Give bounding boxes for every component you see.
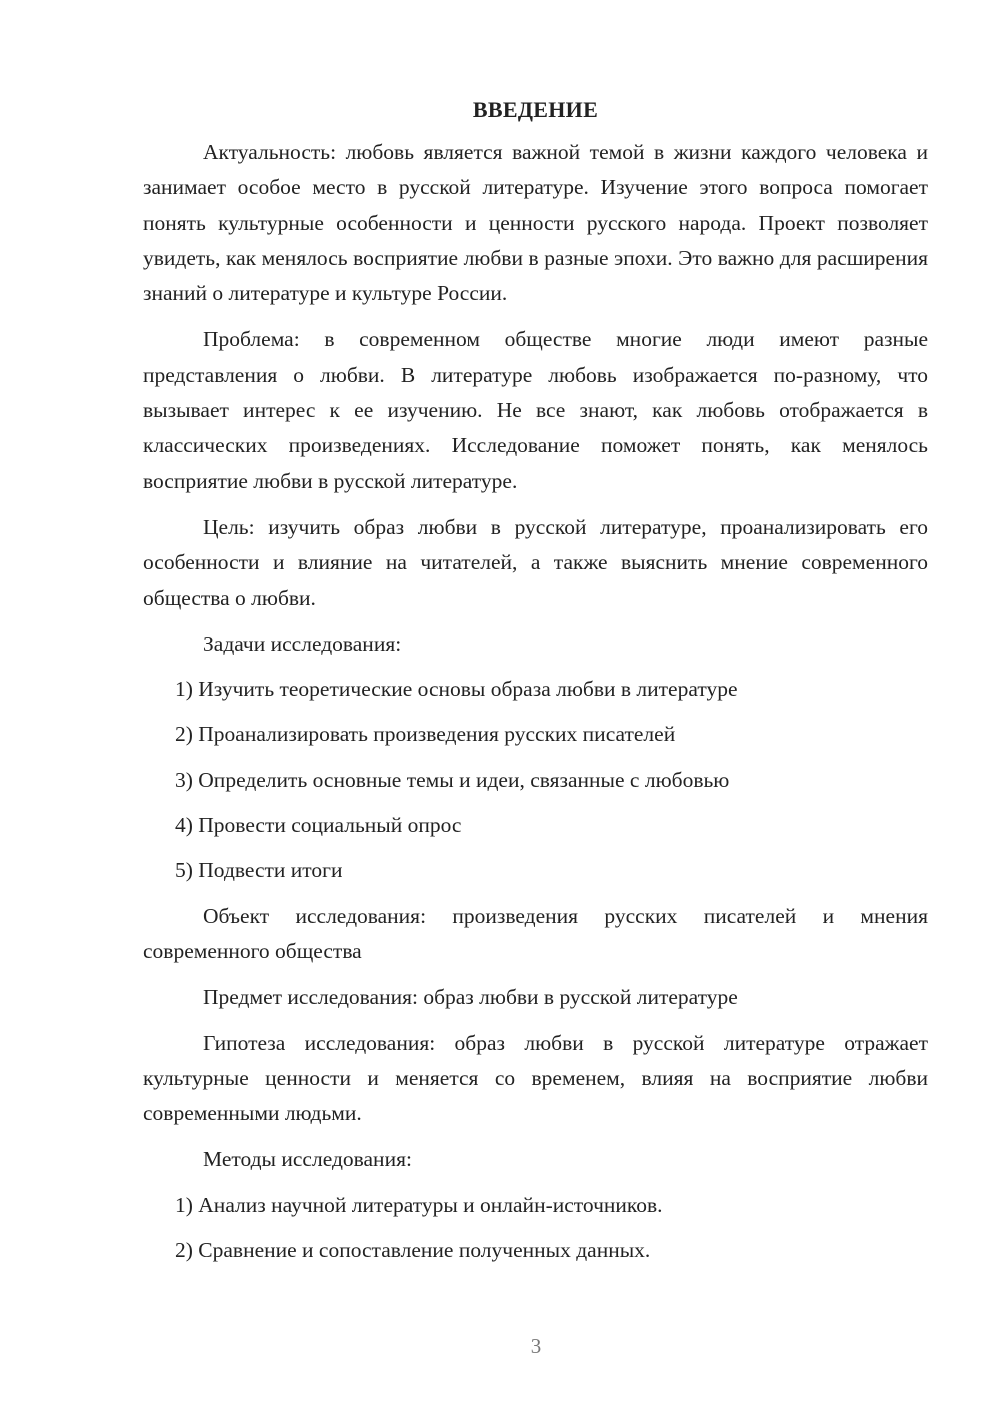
task-item: 5) Подвести итоги [175, 858, 343, 883]
page-title: ВВЕДЕНИЕ [472, 97, 599, 122]
page-number: 3 [530, 1334, 542, 1358]
problem-paragraph: Проблема: в современном обществе многие люди имеют разные представления о любви. В литературе любовь изображается по-разному, что вызывает интерес к ее изучению. Не все знают, как любовь отображается в классических произведениях. Исследование поможет понять, как менялось восприятие любви в русской литературе. [143, 327, 928, 493]
hypothesis-paragraph: Гипотеза исследования: образ любви в русской литературе отражает культурные ценности и меняется со временем, влияя на восприятие любви современными людьми. [143, 1030, 928, 1126]
task-item: 3) Определить основные темы и идеи, связанные с любовью [175, 767, 730, 792]
task-item: 1) Изучить теоретические основы образа любви в литературе [175, 677, 738, 702]
methods-heading: Методы исследования: [203, 1147, 412, 1172]
object-paragraph: Объект исследования: произведения русских писателей и мнения современного общества [143, 903, 928, 963]
task-item: 4) Провести социальный опрос [175, 813, 462, 838]
method-item: 1) Анализ научной литературы и онлайн-источников. [175, 1192, 663, 1217]
page-content [143, 92, 928, 1278]
tasks-heading: Задачи исследования: [203, 631, 402, 656]
goal-paragraph: Цель: изучить образ любви в русской литературе, проанализировать его особенности и влияние на читателей, а также выяснить мнение современного общества о любви. [143, 514, 928, 610]
task-item: 2) Проанализировать произведения русских писателей [175, 722, 676, 747]
method-item: 2) Сравнение и сопоставление полученных данных. [175, 1238, 651, 1263]
subject-line: Предмет исследования: образ любви в русской литературе [203, 985, 738, 1010]
relevance-paragraph: Актуальность: любовь является важной темой в жизни каждого человека и занимает особое место в русской литературе. Изучение этого вопроса помогает понять культурные особенности и ценности русского народа. Проект позволяет увидеть, как менялось восприятие любви в разные эпохи. Это важно для расширения знаний о литературе и культуре России. [143, 140, 928, 306]
